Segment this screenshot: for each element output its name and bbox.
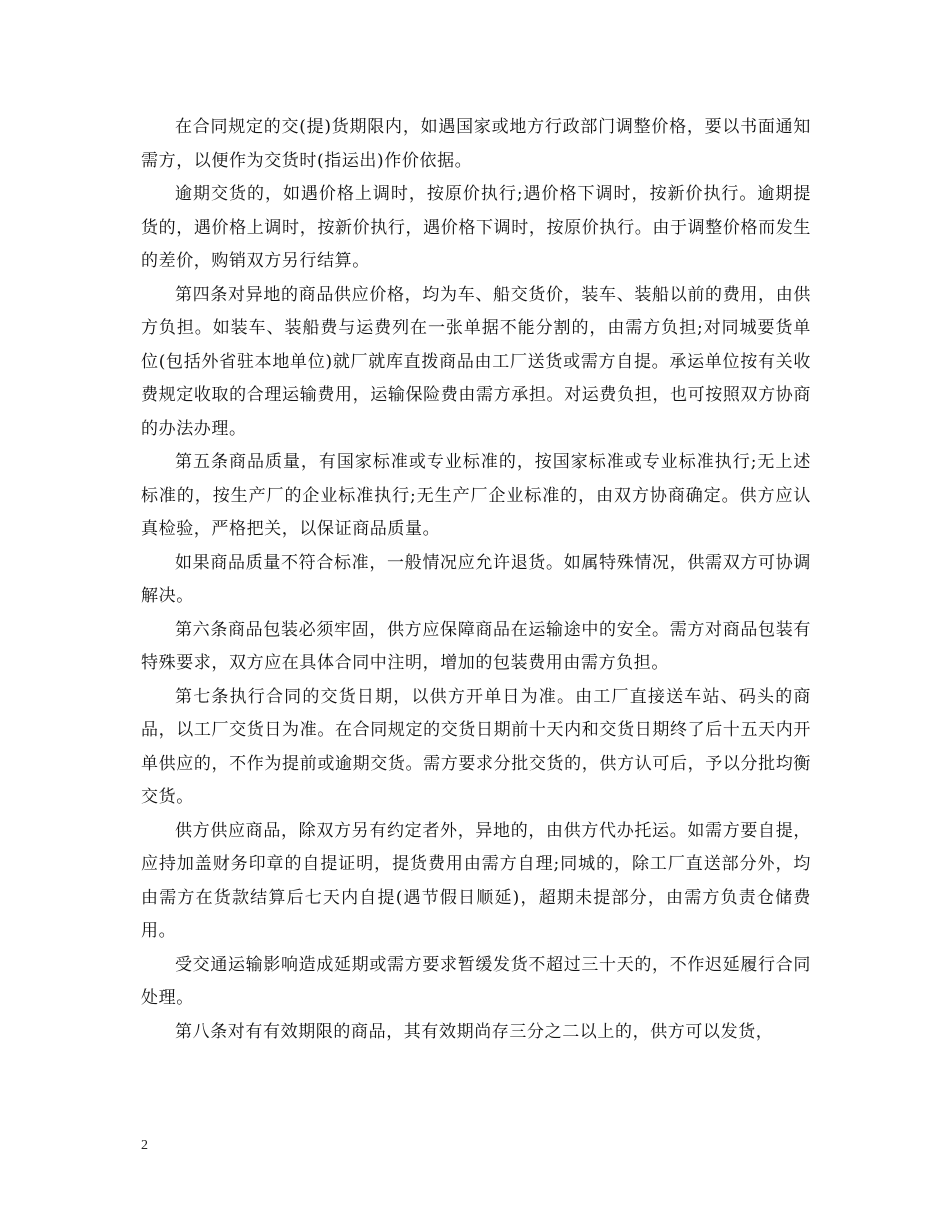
page-number: 2 [141, 1138, 148, 1153]
paragraph-2: 逾期交货的，如遇价格上调时，按原价执行;遇价格下调时，按新价执行。逾期提货的，遇价格上调时，按新价执行，遇价格下调时，按原价执行。由于调整价格而发生的差价，购销双方另行结算。 [141, 184, 811, 271]
paragraph-4: 第五条商品质量，有国家标准或专业标准的，按国家标准或专业标准执行;无上述标准的，按生产厂的企业标准执行;无生产厂企业标准的，由双方协商确定。供方应认真检验，严格把关，以保证商品质量。 [141, 452, 811, 539]
document-body [141, 111, 811, 1049]
paragraph-1: 在合同规定的交(提)货期限内，如遇国家或地方行政部门调整价格，要以书面通知需方，以便作为交货时(指运出)作价依据。 [141, 117, 811, 171]
paragraph-7: 第七条执行合同的交货日期，以供方开单日为准。由工厂直接送车站、码头的商品，以工厂交货日为准。在合同规定的交货日期前十天内和交货日期终了后十五天内开单供应的，不作为提前或逾期交货。需方要求分批交货的，供方认可后，予以分批均衡交货。 [141, 686, 811, 807]
paragraph-9: 受交通运输影响造成延期或需方要求暂缓发货不超过三十天的，不作迟延履行合同处理。 [141, 954, 811, 1008]
paragraph-8: 供方供应商品，除双方另有约定者外，异地的，由供方代办托运。如需方要自提，应持加盖财务印章的自提证明，提货费用由需方自理;同城的，除工厂直送部分外，均由需方在货款结算后七天内自提(遇节假日顺延)，超期未提部分，由需方负责仓储费用。 [141, 820, 811, 941]
paragraph-5: 如果商品质量不符合标准，一般情况应允许退货。如属特殊情况，供需双方可协调解决。 [141, 552, 811, 606]
paragraph-6: 第六条商品包装必须牢固，供方应保障商品在运输途中的安全。需方对商品包装有特殊要求，双方应在具体合同中注明，增加的包装费用由需方负担。 [141, 619, 811, 673]
paragraph-10: 第八条对有有效期限的商品，其有效期尚存三分之二以上的，供方可以发货， [175, 1021, 774, 1042]
paragraph-3: 第四条对异地的商品供应价格，均为车、船交货价，装车、装船以前的费用，由供方负担。如装车、装船费与运费列在一张单据不能分割的，由需方负担;对同城要货单位(包括外省驻本地单位)就厂就库直拨商品由工厂送货或需方自提。承运单位按有关收费规定收取的合理运输费用，运输保险费由需方承担。对运费负担，也可按照双方协商的办法办理。 [141, 284, 811, 439]
